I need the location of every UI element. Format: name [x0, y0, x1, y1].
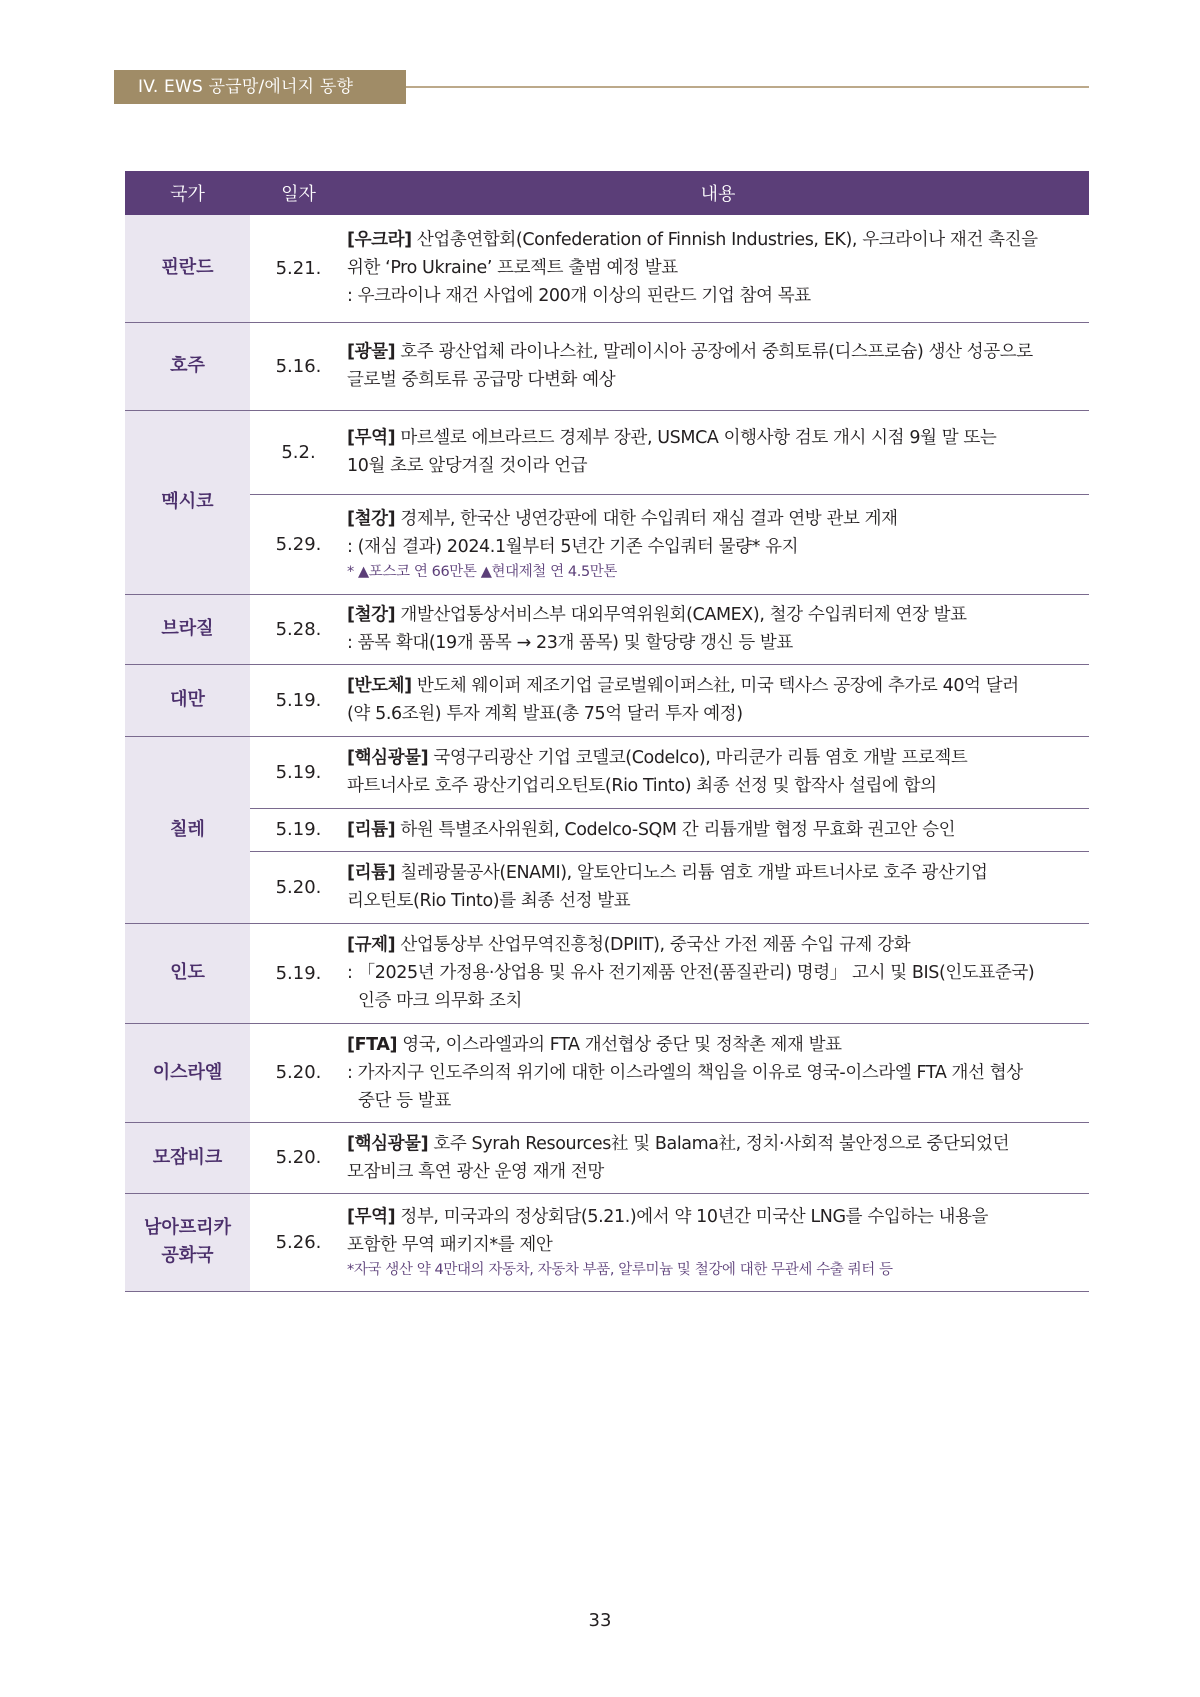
content-line: 위한 ‘Pro Ukraine’ 프로젝트 출범 예정 발표	[347, 258, 678, 279]
category-tag: [리튬]	[347, 819, 396, 840]
content-cell	[347, 664, 1089, 736]
content-line	[347, 931, 1089, 959]
content-line	[347, 672, 1089, 700]
category-tag: [무역]	[347, 428, 396, 448]
category-tag: [FTA]	[347, 1034, 398, 1055]
footnote: * ▲포스코 연 66만톤 ▲현대제철 연 4.5만톤	[347, 564, 618, 580]
ews-table	[125, 171, 1089, 1292]
date-cell: 5.2.	[250, 410, 347, 494]
content-text: 정부, 미국과의 정상회담(5.21.)에서 약 10년간 미국산 LNG를 수입하는 내용을	[395, 1207, 989, 1227]
date-cell: 5.19.	[250, 736, 347, 808]
content-text: 호주 Syrah Resources社 및 Balama社, 정치·사회적 불안정으로 중단되었던	[428, 1133, 1010, 1154]
country-cell: 대만	[125, 664, 250, 736]
date-cell: 5.26.	[250, 1193, 347, 1291]
table-row	[125, 594, 1089, 664]
table-row	[125, 736, 1089, 808]
country-cell	[125, 1193, 250, 1291]
content-line: 모잠비크 흑연 광산 운영 재개 전망	[347, 1161, 604, 1182]
country-cell: 멕시코	[125, 410, 250, 594]
content-text: 개발산업통상서비스부 대외무역위원회(CAMEX), 철강 수입쿼터제 연장 발표	[395, 605, 967, 625]
category-tag: [핵심광물]	[347, 748, 429, 768]
content-text: 국영구리광산 기업 코델코(Codelco), 마리쿤가 리튬 염호 개발 프로젝트	[428, 748, 968, 768]
content-cell	[347, 322, 1089, 410]
category-tag: [우크라]	[347, 230, 412, 251]
content-text: 하원 특별조사위원회, Codelco-SQM 간 리튬개발 협정 무효화 권고안 승인	[395, 819, 956, 840]
content-line	[347, 816, 1089, 844]
content-text: 마르셀로 에브라르드 경제부 장관, USMCA 이행사항 검토 개시 시점 9월 말 또는	[395, 428, 997, 448]
category-tag: [핵심광물]	[347, 1133, 429, 1154]
column-header-date: 일자	[250, 171, 347, 215]
content-line	[347, 1203, 1089, 1231]
content-line	[347, 505, 1089, 533]
table-row	[125, 322, 1089, 410]
content-line	[347, 1031, 1089, 1059]
section-divider	[406, 86, 1089, 88]
content-line	[347, 859, 1089, 887]
table-row	[125, 1023, 1089, 1122]
footnote: *자국 생산 약 4만대의 자동차, 자동차 부품, 알루미늄 및 철강에 대한 무관세 수출 쿼터 등	[347, 1262, 893, 1278]
content-detail: : 「2025년 가정용·상업용 및 유사 전기제품 안전(품질관리) 명령」 고시 및 BIS(인도표준국)	[347, 963, 1035, 983]
date-cell: 5.20.	[250, 1122, 347, 1193]
content-cell	[347, 1023, 1089, 1122]
country-cell: 칠레	[125, 736, 250, 923]
content-cell	[347, 594, 1089, 664]
section-header	[114, 70, 1089, 104]
table-row	[125, 923, 1089, 1023]
content-cell	[347, 215, 1089, 322]
section-title: IV. EWS 공급망/에너지 동향	[114, 70, 406, 104]
content-text: 영국, 이스라엘과의 FTA 개선협상 중단 및 정착촌 제재 발표	[397, 1034, 842, 1055]
country-cell: 브라질	[125, 594, 250, 664]
content-line: 포함한 무역 패키지*를 제안	[347, 1235, 553, 1255]
column-header-country: 국가	[125, 171, 250, 215]
country-cell: 호주	[125, 322, 250, 410]
date-cell: 5.16.	[250, 322, 347, 410]
category-tag: [반도체]	[347, 676, 412, 696]
content-detail: : 우크라이나 재건 사업에 200개 이상의 핀란드 기업 참여 목표	[347, 286, 811, 307]
content-cell	[347, 494, 1089, 594]
date-cell: 5.20.	[250, 851, 347, 923]
content-line: 리오틴토(Rio Tinto)를 최종 선정 발표	[347, 891, 631, 911]
content-detail: : (재심 결과) 2024.1월부터 5년간 기존 수입쿼터 물량* 유지	[347, 537, 799, 557]
country-name-line: 남아프리카	[144, 1217, 231, 1238]
date-cell: 5.19.	[250, 808, 347, 851]
table-row	[125, 215, 1089, 322]
date-cell: 5.19.	[250, 664, 347, 736]
table-header-row	[125, 171, 1089, 215]
table-row	[125, 808, 1089, 851]
table-row	[125, 664, 1089, 736]
content-line	[347, 226, 1089, 254]
category-tag: [철강]	[347, 509, 396, 529]
category-tag: [무역]	[347, 1207, 396, 1227]
category-tag: [광물]	[347, 342, 396, 362]
content-detail-continued: 인증 마크 의무화 조치	[358, 991, 523, 1011]
content-text: 산업통상부 산업무역진흥청(DPIIT), 중국산 가전 제품 수입 규제 강화	[395, 935, 911, 955]
category-tag: [철강]	[347, 605, 396, 625]
country-cell: 핀란드	[125, 215, 250, 322]
column-header-content: 내용	[347, 171, 1089, 215]
table-row	[125, 410, 1089, 494]
date-cell: 5.19.	[250, 923, 347, 1023]
content-line	[347, 1130, 1089, 1158]
content-line: 파트너사로 호주 광산기업리오틴토(Rio Tinto) 최종 선정 및 합작사 설립에 합의	[347, 776, 937, 796]
content-line	[347, 338, 1089, 366]
content-line	[347, 744, 1089, 772]
content-text: 호주 광산업체 라이나스社, 말레이시아 공장에서 중희토류(디스프로슘) 생산 성공으로	[395, 342, 1033, 362]
content-detail: : 가자지구 인도주의적 위기에 대한 이스라엘의 책임을 이유로 영국-이스라엘 FTA 개선 협상	[347, 1062, 1023, 1083]
table-row	[125, 851, 1089, 923]
content-text: 산업총연합회(Confederation of Finnish Industries, EK), 우크라이나 재건 촉진을	[411, 230, 1038, 251]
content-cell	[347, 851, 1089, 923]
content-detail-continued: 중단 등 발표	[358, 1090, 451, 1111]
table-row	[125, 1193, 1089, 1291]
category-tag: [규제]	[347, 935, 396, 955]
content-cell	[347, 1193, 1089, 1291]
content-cell	[347, 410, 1089, 494]
content-cell	[347, 736, 1089, 808]
country-name-line: 공화국	[161, 1245, 214, 1266]
country-cell: 이스라엘	[125, 1023, 250, 1122]
page-number: 33	[588, 1610, 612, 1631]
date-cell: 5.20.	[250, 1023, 347, 1122]
category-tag: [리튬]	[347, 863, 396, 883]
content-text: 칠레광물공사(ENAMI), 알토안디노스 리튬 염호 개발 파트너사로 호주 광산기업	[395, 863, 988, 883]
content-line: (약 5.6조원) 투자 계획 발표(총 75억 달러 투자 예정)	[347, 704, 743, 724]
content-line	[347, 424, 1089, 452]
content-cell	[347, 1122, 1089, 1193]
content-detail: : 품목 확대(19개 품목 → 23개 품목) 및 할당량 갱신 등 발표	[347, 633, 793, 653]
table-row	[125, 494, 1089, 594]
date-cell: 5.21.	[250, 215, 347, 322]
country-cell: 인도	[125, 923, 250, 1023]
table-row	[125, 1122, 1089, 1193]
country-cell: 모잠비크	[125, 1122, 250, 1193]
content-cell	[347, 808, 1089, 851]
content-line	[347, 601, 1089, 629]
content-text: 경제부, 한국산 냉연강판에 대한 수입쿼터 재심 결과 연방 관보 게재	[395, 509, 898, 529]
content-text: 반도체 웨이퍼 제조기업 글로벌웨이퍼스社, 미국 텍사스 공장에 추가로 40억 달러	[411, 676, 1019, 696]
content-cell	[347, 923, 1089, 1023]
content-line: 글로벌 중희토류 공급망 다변화 예상	[347, 370, 616, 390]
content-line: 10월 초로 앞당겨질 것이라 언급	[347, 456, 588, 476]
date-cell: 5.28.	[250, 594, 347, 664]
date-cell: 5.29.	[250, 494, 347, 594]
